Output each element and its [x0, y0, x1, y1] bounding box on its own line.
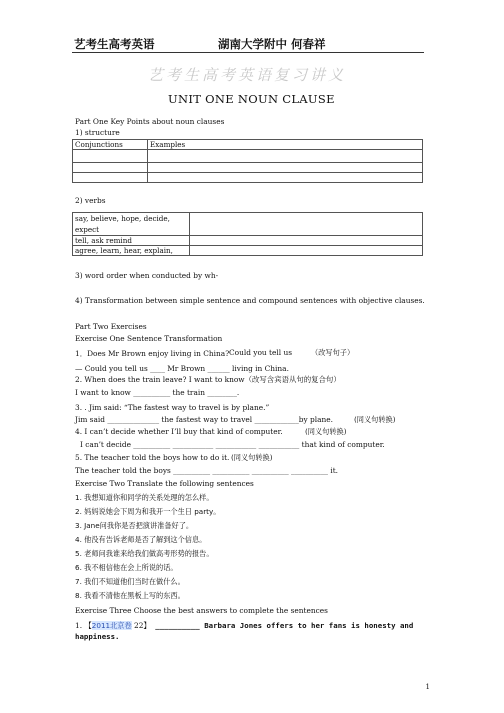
structure-table: [72, 139, 423, 183]
translate-item: 6. 我不相信他在会上所说的话。: [75, 563, 178, 572]
ex1-q5-answer: The teacher told the boys __________ __________ __________ __________ it.: [75, 466, 339, 475]
ex1-q4-answer: I can’t decide __________ ___________ ___________ ___________ that kind of computer.: [80, 440, 385, 449]
ex1-q1: 1．Does Mr Brown enjoy living in China?: [75, 349, 230, 358]
translate-item: 5. 老师问我谁来给我们做高考形势的报告。: [75, 549, 214, 558]
ex3-q1-number: 22】: [131, 621, 151, 630]
ex3-q1-text-cont: happiness.: [75, 632, 120, 641]
ex1-q4-note: (同义句转换): [305, 427, 347, 436]
ex3-q1-source-tag: 2011北京卷: [91, 621, 132, 630]
table-cell: [148, 163, 423, 173]
verbs-table: [72, 212, 423, 256]
table-cell: [73, 163, 148, 173]
table-cell: say, believe, hope, decide, expect: [73, 213, 190, 236]
page-number: 1: [425, 683, 430, 691]
table-cell: [148, 150, 423, 163]
table-header-conjunctions: Conjunctions: [73, 140, 148, 150]
translate-item: 4. 他没有告诉老师是否了解到这个信息。: [75, 535, 207, 544]
table-cell: [190, 236, 423, 246]
header-right: 湖南大学附中 何春祥: [218, 37, 326, 51]
ex1-q3: 3. . Jim said: “The fastest way to travel is by plane.”: [75, 403, 270, 412]
section-transformation: 4) Transformation between simple sentence and compound sentences with objective clauses.: [75, 296, 425, 305]
translate-item: 3. Jane问我你是否把演讲准备好了。: [75, 521, 194, 530]
unit-title: UNIT ONE NOUN CLAUSE: [168, 92, 335, 106]
part-two-heading: Part Two Exercises: [75, 322, 147, 331]
table-cell: [190, 213, 423, 236]
ex1-q1-note: （改写句子）: [311, 348, 355, 357]
table-header-examples: Examples: [148, 140, 423, 150]
part-one-heading: Part One Key Points about noun clauses: [75, 117, 225, 126]
translate-item: 2. 妈妈说她会下周为和我开一个生日 party。: [75, 507, 221, 516]
ex1-q5: 5. The teacher told the boys how to do it.: [75, 453, 230, 462]
ex1-q2-answer: I want to know __________ the train ________.: [75, 388, 240, 397]
ex3-q1: [75, 620, 413, 631]
exercise-two-title: Exercise Two Translate the following sentences: [75, 479, 254, 488]
translate-item: 8. 我看不清他在黑板上写的东西。: [75, 591, 185, 600]
translate-item: 1. 我想知道你和同学的关系处理的怎么样。: [75, 493, 214, 502]
ex1-q3-answer: Jim said ______________ the fastest way to travel ____________by plane.: [75, 415, 334, 424]
section-structure: 1) structure: [75, 128, 120, 137]
exercise-three-title: Exercise Three Choose the best answers to complete the sentences: [75, 606, 328, 615]
header-rule: [72, 52, 424, 53]
exercise-one-title: Exercise One Sentence Transformation: [75, 334, 223, 343]
ex1-q4: 4. I can’t decide whether I’ll buy that kind of computer.: [75, 427, 283, 436]
ex1-q1-answer: — Could you tell us ____ Mr Brown ______ living in China.: [75, 364, 289, 373]
table-cell: [148, 173, 423, 183]
table-cell: [73, 173, 148, 183]
ex1-q3-note: (同义句转换): [354, 415, 396, 424]
section-word-order: 3) word order when conducted by wh-: [75, 271, 219, 280]
translate-item: 7. 我们不知道他们当时在做什么。: [75, 577, 185, 586]
table-cell: [190, 246, 423, 256]
header-left: 艺考生高考英语: [74, 37, 155, 51]
ex3-q1-prefix: 1. 【: [75, 621, 92, 630]
section-verbs: 2) verbs: [75, 196, 106, 205]
table-cell: agree, learn, hear, explain,: [73, 246, 190, 256]
table-cell: [73, 150, 148, 163]
banner-title: 艺考生高考英语复习讲义: [148, 66, 347, 84]
ex3-q1-text: __________ Barbara Jones offers to her fans is honesty and: [150, 621, 414, 630]
ex1-q5-note: (同义句转换): [231, 453, 273, 462]
ex1-q2: 2. When does the train leave? I want to know（改写含宾语从句的复合句）: [75, 375, 341, 384]
table-cell: tell, ask remind: [73, 236, 190, 246]
ex1-q1-prompt: Could you tell us: [229, 348, 293, 357]
